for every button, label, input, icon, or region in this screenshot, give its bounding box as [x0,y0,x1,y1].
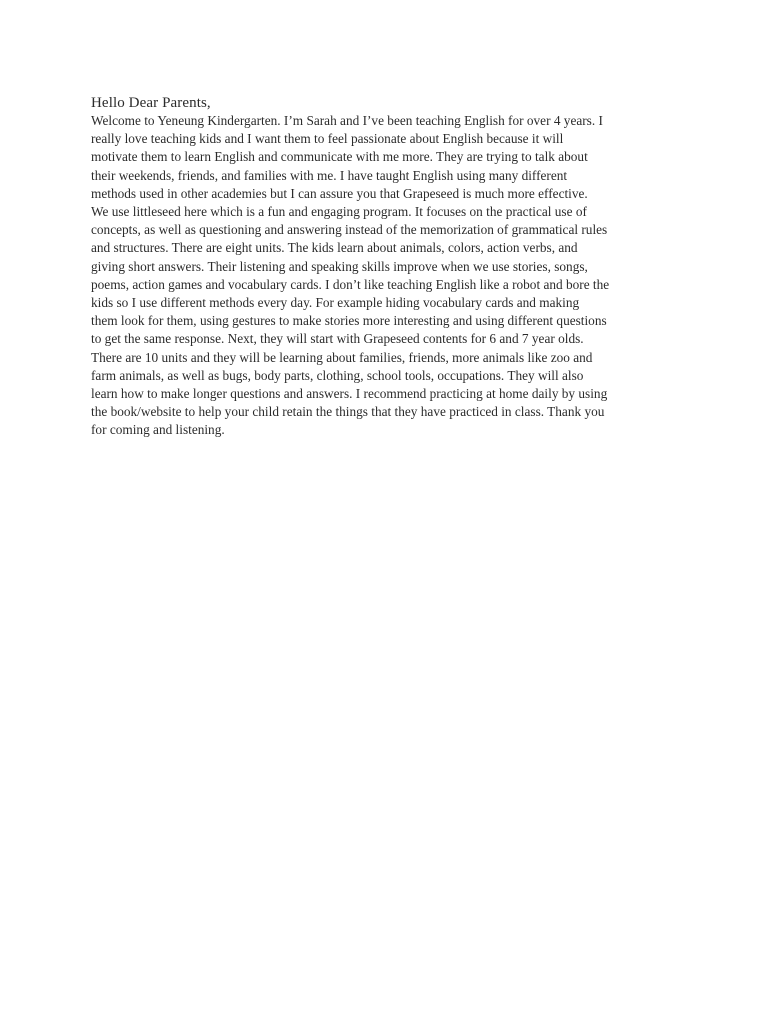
text-line: methods used in other academies but I can assure you that Grapeseed is much more effective. [91,185,588,201]
text-line: motivate them to learn English and communicate with me more. They are trying to talk about [91,149,588,165]
text-line: There are 10 units and they will be learning about families, friends, more animals like zoo and [91,349,593,365]
text-line: concepts, as well as questioning and answering instead of the memorization of grammatical rules [91,222,608,238]
text-line: for coming and listening. [91,422,225,438]
text-line: their weekends, friends, and families with me. I have taught English using many different [91,167,568,183]
text-line: kids so I use different methods every day. For example hiding vocabulary cards and making [91,295,580,311]
text-line: the book/website to help your child retain the things that they have practiced in class. Thank you [91,404,605,420]
text-line: them look for them, using gestures to make stories more interesting and using different questions [91,313,607,329]
letter-body [91,94,731,440]
text-line: Welcome to Yeneung Kindergarten. I’m Sarah and I’ve been teaching English for over 4 years. I [91,113,603,128]
text-line: We use littleseed here which is a fun and engaging program. It focuses on the practical use of [91,204,587,220]
text-line: farm animals, as well as bugs, body parts, clothing, school tools, occupations. They will also [91,367,584,383]
text-line: giving short answers. Their listening and speaking skills improve when we use stories, songs, [91,258,588,274]
text-line: to get the same response. Next, they will start with Grapeseed contents for 6 and 7 year olds. [91,331,584,347]
text-line: really love teaching kids and I want them to feel passionate about English because it will [91,131,564,147]
text-line: learn how to make longer questions and answers. I recommend practicing at home daily by using [91,386,608,402]
letter-paragraph [91,112,731,440]
text-line: and structures. There are eight units. The kids learn about animals, colors, action verbs, and [91,240,578,256]
text-line: poems, action games and vocabulary cards. I don’t like teaching English like a robot and bore the [91,276,610,292]
letter-greeting: Hello Dear Parents, [91,95,211,111]
